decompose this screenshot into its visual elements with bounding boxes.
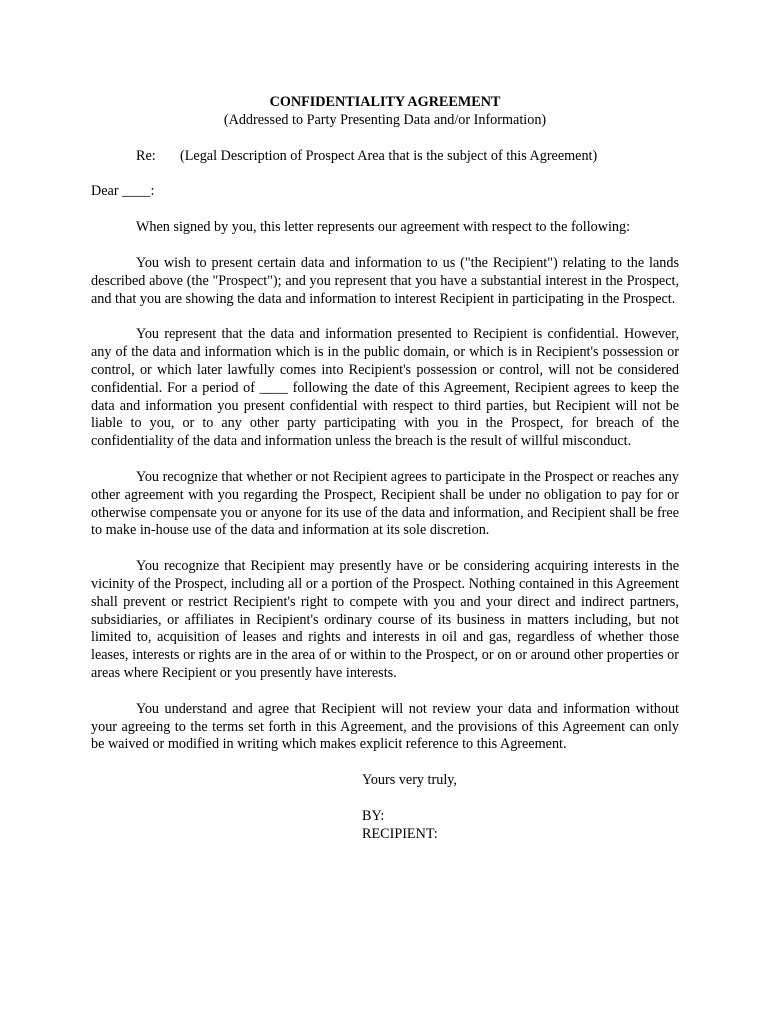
by-label: BY: [362, 807, 385, 824]
signature-block [362, 772, 679, 843]
document-body [91, 94, 679, 844]
re-label: Re: [136, 147, 156, 164]
salutation: Dear ____: [91, 183, 155, 200]
re-text: (Legal Description of Prospect Area that is the subject of this Agreement) [180, 147, 598, 164]
document-subtitle: (Addressed to Party Presenting Data and/or Information) [223, 111, 547, 128]
signature-gap [362, 790, 679, 808]
paragraph-data-presentation: You wish to present certain data and information to us ("the Recipient") relating to the lands described above (the "Prospect"); and you represent that you have a substantial interest in the Prospect, and that you are showing the data and information to interest Recipient in participating in the Prospect. [91, 254, 679, 307]
paragraph-agreement-terms: You understand and agree that Recipient will not review your data and information without your agreeing to the terms set forth in this Agreement, and the provisions of this Agreement can only be waived or modified in writing which makes explicit reference to this Agreement. [91, 700, 679, 753]
closing: Yours very truly, [362, 772, 457, 789]
paragraph-intro: When signed by you, this letter represents our agreement with respect to the following: [136, 219, 631, 236]
paragraph-competing-interests: You recognize that Recipient may presently have or be considering acquiring interests in the vicinity of the Prospect, including all or a portion of the Prospect. Nothing contained in this Agreement shall prevent or restrict Recipient's right to compete with you and your direct and indirect partners, subsidiaries, or affiliates in Recipient's ordinary course of its business in matters including, but not limited to, acquisition of leases and rights and interests in oil and gas, regardless of whether those leases, interests or rights are in the area of or within to the Prospect, or on or around other properties or areas where Recipient or you presently have interests. [91, 558, 679, 681]
document-title: CONFIDENTIALITY AGREEMENT [269, 94, 501, 110]
recipient-label: RECIPIENT: [362, 825, 438, 842]
paragraph-no-obligation: You recognize that whether or not Recipient agrees to participate in the Prospect or reaches any other agreement with you regarding the Prospect, Recipient shall be under no obligation to pay for or otherwise compensate you or anyone for its use of the data and information, and Recipient shall be free to make in-house use of the data and information at its sole discretion. [91, 468, 679, 539]
re-line [91, 148, 679, 166]
paragraph-confidentiality: You represent that the data and information presented to Recipient is confidential. However, any of the data and information which is in the public domain, or which is in Recipient's possession or control, or which later lawfully comes into Recipient's possession or control, will not be considered confidential. For a period of ____ following the date of this Agreement, Recipient agrees to keep the data and information you present confidential with respect to third parties, but Recipient will not be liable to you, or to any other party participating with you in the Prospect, for breach of the confidentiality of the data and information unless the breach is the result of willful misconduct. [91, 326, 679, 450]
